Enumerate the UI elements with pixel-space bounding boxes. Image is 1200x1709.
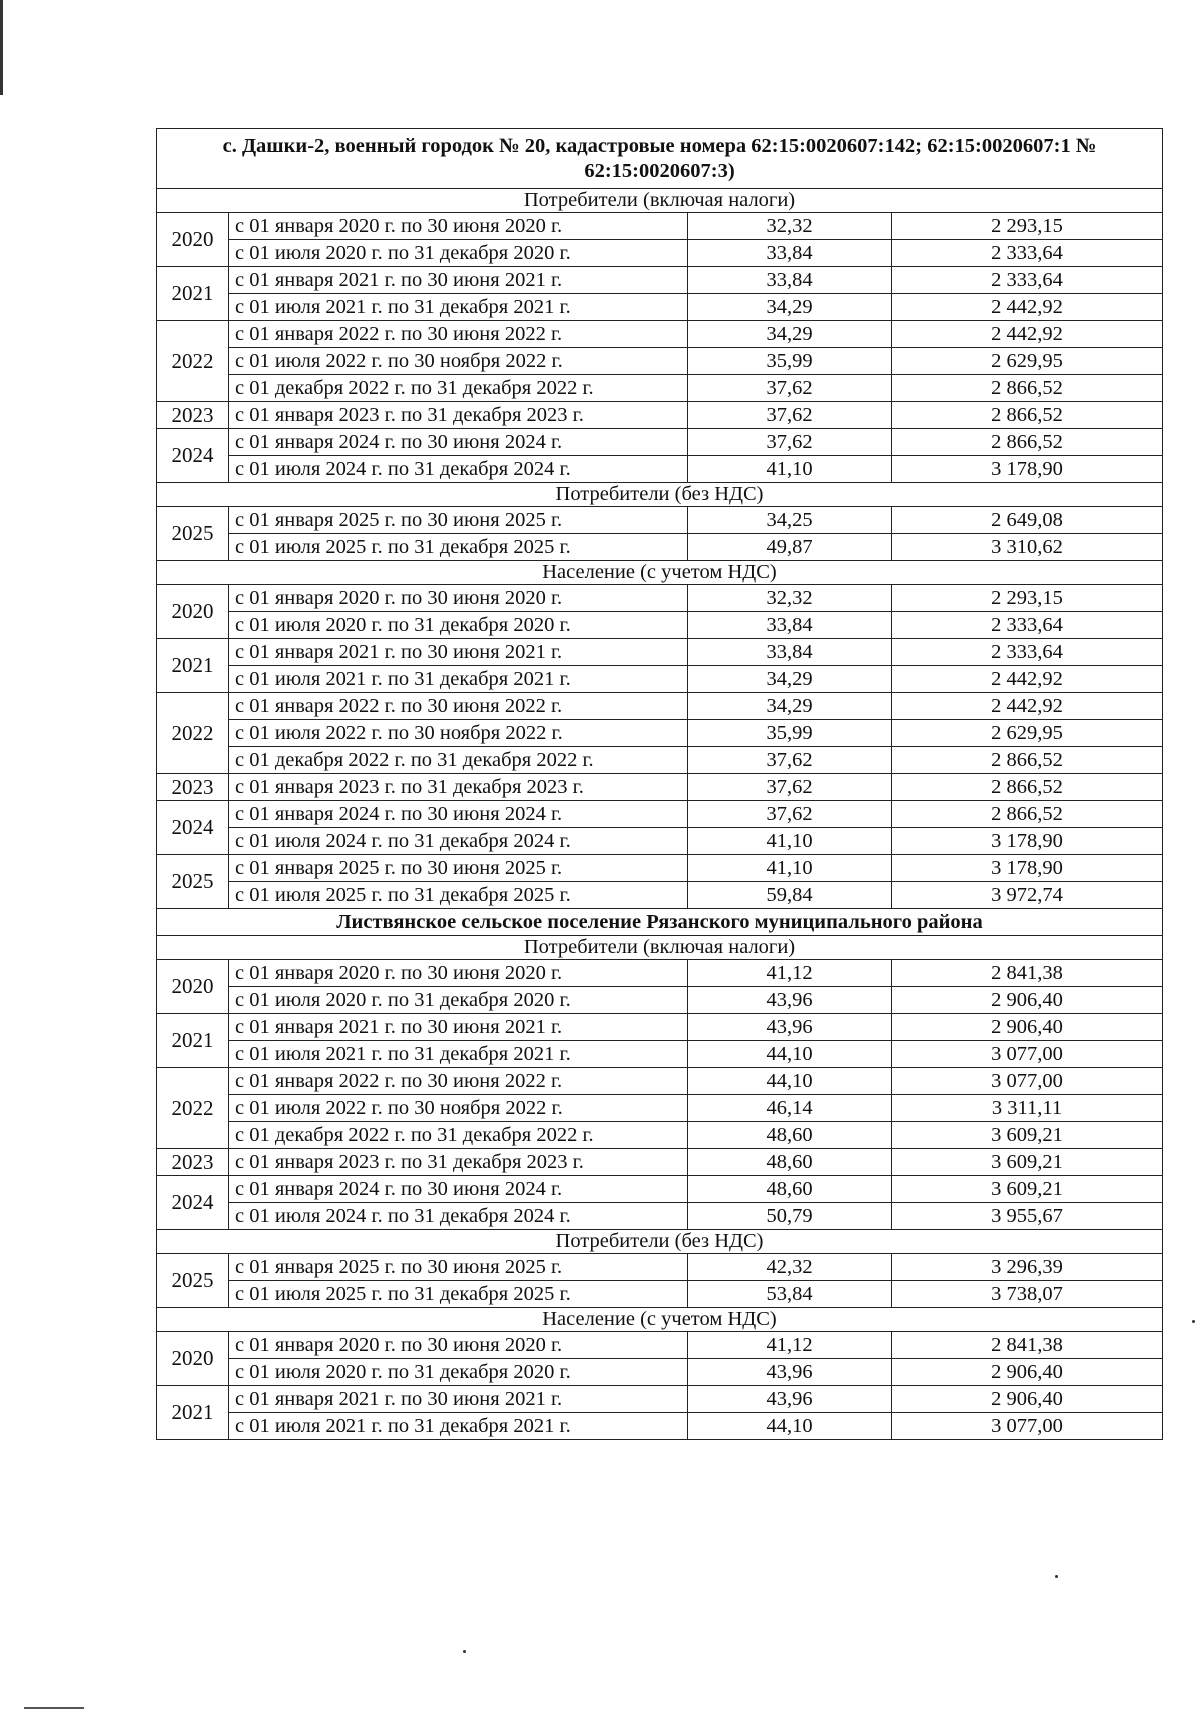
period-cell: с 01 января 2020 г. по 30 июня 2020 г. (229, 960, 688, 987)
rate2-cell: 2 906,40 (892, 1386, 1163, 1413)
table-row (157, 348, 1163, 375)
period-cell: с 01 июля 2020 г. по 31 декабря 2020 г. (229, 987, 688, 1014)
rate1-cell: 34,29 (688, 321, 892, 348)
table-row (157, 213, 1163, 240)
table-row (157, 1176, 1163, 1203)
rate2-cell: 2 906,40 (892, 1014, 1163, 1041)
rate1-cell: 53,84 (688, 1281, 892, 1308)
rate2-cell: 2 442,92 (892, 666, 1163, 693)
table-row (157, 639, 1163, 666)
year-cell: 2021 (157, 1386, 229, 1440)
year-cell: 2020 (157, 585, 229, 639)
period-cell: с 01 июля 2025 г. по 31 декабря 2025 г. (229, 534, 688, 561)
tariff-table (156, 128, 1163, 1440)
rate1-cell: 50,79 (688, 1203, 892, 1230)
section-header-row (157, 1230, 1163, 1254)
location-header-row (157, 129, 1163, 189)
rate2-cell: 3 972,74 (892, 882, 1163, 909)
table-row (157, 987, 1163, 1014)
year-cell: 2023 (157, 1149, 229, 1176)
period-cell: с 01 июля 2024 г. по 31 декабря 2024 г. (229, 456, 688, 483)
period-cell: с 01 июля 2020 г. по 31 декабря 2020 г. (229, 1359, 688, 1386)
table-row (157, 801, 1163, 828)
period-cell: с 01 января 2022 г. по 30 июня 2022 г. (229, 693, 688, 720)
table-row (157, 747, 1163, 774)
section-header-row (157, 1308, 1163, 1332)
table-row (157, 1122, 1163, 1149)
rate2-cell: 2 442,92 (892, 693, 1163, 720)
rate1-cell: 37,62 (688, 402, 892, 429)
scan-speck (1055, 1575, 1058, 1578)
period-cell: с 01 января 2025 г. по 30 июня 2025 г. (229, 1254, 688, 1281)
rate2-cell: 3 077,00 (892, 1413, 1163, 1440)
year-cell: 2021 (157, 1014, 229, 1068)
period-cell: с 01 июля 2025 г. по 31 декабря 2025 г. (229, 1281, 688, 1308)
period-cell: с 01 января 2024 г. по 30 июня 2024 г. (229, 1176, 688, 1203)
rate1-cell: 33,84 (688, 240, 892, 267)
period-cell: с 01 июля 2024 г. по 31 декабря 2024 г. (229, 1203, 688, 1230)
period-cell: с 01 декабря 2022 г. по 31 декабря 2022 г. (229, 375, 688, 402)
rate2-cell: 2 333,64 (892, 639, 1163, 666)
rate2-cell: 3 077,00 (892, 1041, 1163, 1068)
rate1-cell: 41,10 (688, 456, 892, 483)
table-row (157, 1386, 1163, 1413)
rate1-cell: 35,99 (688, 720, 892, 747)
year-cell: 2020 (157, 213, 229, 267)
table-row (157, 1203, 1163, 1230)
year-cell: 2022 (157, 693, 229, 774)
rate2-cell: 3 609,21 (892, 1176, 1163, 1203)
rate1-cell: 34,29 (688, 294, 892, 321)
rate1-cell: 37,62 (688, 747, 892, 774)
rate2-cell: 2 866,52 (892, 429, 1163, 456)
rate1-cell: 59,84 (688, 882, 892, 909)
year-cell: 2022 (157, 321, 229, 402)
year-cell: 2022 (157, 1068, 229, 1149)
scan-speck (1192, 1320, 1195, 1323)
rate1-cell: 44,10 (688, 1041, 892, 1068)
table-row (157, 240, 1163, 267)
table-row (157, 882, 1163, 909)
rate1-cell: 41,12 (688, 960, 892, 987)
rate2-cell: 2 333,64 (892, 612, 1163, 639)
rate1-cell: 43,96 (688, 1386, 892, 1413)
rate1-cell: 48,60 (688, 1122, 892, 1149)
period-cell: с 01 января 2020 г. по 30 июня 2020 г. (229, 585, 688, 612)
period-cell: с 01 января 2025 г. по 30 июня 2025 г. (229, 507, 688, 534)
section-header: Население (с учетом НДС) (157, 561, 1163, 585)
table-row (157, 612, 1163, 639)
section-header-row (157, 189, 1163, 213)
section-header: Потребители (включая налоги) (157, 189, 1163, 213)
table-row (157, 1359, 1163, 1386)
year-cell: 2021 (157, 267, 229, 321)
rate2-cell: 3 077,00 (892, 1068, 1163, 1095)
rate2-cell: 2 629,95 (892, 720, 1163, 747)
year-cell: 2024 (157, 801, 229, 855)
table-row (157, 774, 1163, 801)
location-header-row (157, 909, 1163, 936)
period-cell: с 01 июля 2022 г. по 30 ноября 2022 г. (229, 1095, 688, 1122)
rate1-cell: 42,32 (688, 1254, 892, 1281)
year-cell: 2025 (157, 1254, 229, 1308)
table-row (157, 1254, 1163, 1281)
rate1-cell: 41,10 (688, 828, 892, 855)
period-cell: с 01 января 2022 г. по 30 июня 2022 г. (229, 321, 688, 348)
rate1-cell: 44,10 (688, 1068, 892, 1095)
rate2-cell: 2 906,40 (892, 1359, 1163, 1386)
section-header-row (157, 483, 1163, 507)
period-cell: с 01 июля 2022 г. по 30 ноября 2022 г. (229, 720, 688, 747)
table-row (157, 429, 1163, 456)
period-cell: с 01 января 2022 г. по 30 июня 2022 г. (229, 1068, 688, 1095)
period-cell: с 01 января 2024 г. по 30 июня 2024 г. (229, 801, 688, 828)
period-cell: с 01 января 2020 г. по 30 июня 2020 г. (229, 213, 688, 240)
period-cell: с 01 июля 2021 г. по 31 декабря 2021 г. (229, 294, 688, 321)
rate1-cell: 43,96 (688, 1014, 892, 1041)
rate2-cell: 3 296,39 (892, 1254, 1163, 1281)
section-header-row (157, 936, 1163, 960)
rate1-cell: 48,60 (688, 1149, 892, 1176)
rate1-cell: 37,62 (688, 774, 892, 801)
period-cell: с 01 января 2023 г. по 31 декабря 2023 г. (229, 402, 688, 429)
rate2-cell: 3 178,90 (892, 828, 1163, 855)
table-row (157, 534, 1163, 561)
rate2-cell: 2 841,38 (892, 960, 1163, 987)
period-cell: с 01 июля 2025 г. по 31 декабря 2025 г. (229, 882, 688, 909)
rate2-cell: 3 311,11 (892, 1095, 1163, 1122)
rate2-cell: 2 649,08 (892, 507, 1163, 534)
rate2-cell: 3 609,21 (892, 1149, 1163, 1176)
rate2-cell: 3 178,90 (892, 855, 1163, 882)
rate2-cell: 2 333,64 (892, 267, 1163, 294)
rate1-cell: 46,14 (688, 1095, 892, 1122)
rate1-cell: 32,32 (688, 213, 892, 240)
rate2-cell: 2 866,52 (892, 801, 1163, 828)
rate2-cell: 2 866,52 (892, 774, 1163, 801)
period-cell: с 01 января 2020 г. по 30 июня 2020 г. (229, 1332, 688, 1359)
year-cell: 2024 (157, 429, 229, 483)
rate2-cell: 2 629,95 (892, 348, 1163, 375)
rate2-cell: 2 841,38 (892, 1332, 1163, 1359)
rate1-cell: 41,12 (688, 1332, 892, 1359)
table-row (157, 1413, 1163, 1440)
period-cell: с 01 июля 2020 г. по 31 декабря 2020 г. (229, 612, 688, 639)
period-cell: с 01 июля 2021 г. по 31 декабря 2021 г. (229, 1041, 688, 1068)
table-row (157, 375, 1163, 402)
table-row (157, 828, 1163, 855)
rate1-cell: 41,10 (688, 855, 892, 882)
section-header: Потребители (без НДС) (157, 1230, 1163, 1254)
table-row (157, 1068, 1163, 1095)
scan-speck (463, 1650, 466, 1653)
rate2-cell: 3 955,67 (892, 1203, 1163, 1230)
period-cell: с 01 июля 2021 г. по 31 декабря 2021 г. (229, 1413, 688, 1440)
page-edge-mark (0, 0, 3, 95)
table-row (157, 1149, 1163, 1176)
rate2-cell: 2 442,92 (892, 321, 1163, 348)
location-title: с. Дашки-2, военный городок № 20, кадастровые номера 62:15:0020607:142; 62:15:0020607:1 № 62:15:0020607:3) (157, 129, 1163, 189)
rate2-cell: 3 178,90 (892, 456, 1163, 483)
period-cell: с 01 июля 2022 г. по 30 ноября 2022 г. (229, 348, 688, 375)
table-row (157, 1332, 1163, 1359)
year-cell: 2025 (157, 507, 229, 561)
section-header: Потребители (без НДС) (157, 483, 1163, 507)
table-row (157, 960, 1163, 987)
table-row (157, 507, 1163, 534)
rate1-cell: 34,29 (688, 666, 892, 693)
table-row (157, 1095, 1163, 1122)
rate2-cell: 2 442,92 (892, 294, 1163, 321)
rate1-cell: 48,60 (688, 1176, 892, 1203)
section-header: Потребители (включая налоги) (157, 936, 1163, 960)
rate1-cell: 37,62 (688, 429, 892, 456)
year-cell: 2021 (157, 639, 229, 693)
rate2-cell: 3 609,21 (892, 1122, 1163, 1149)
rate1-cell: 43,96 (688, 1359, 892, 1386)
period-cell: с 01 января 2021 г. по 30 июня 2021 г. (229, 1014, 688, 1041)
table-row (157, 456, 1163, 483)
rate2-cell: 3 310,62 (892, 534, 1163, 561)
year-cell: 2023 (157, 774, 229, 801)
tariff-table-body (157, 129, 1163, 1440)
year-cell: 2020 (157, 1332, 229, 1386)
table-row (157, 1281, 1163, 1308)
period-cell: с 01 декабря 2022 г. по 31 декабря 2022 г. (229, 1122, 688, 1149)
period-cell: с 01 января 2025 г. по 30 июня 2025 г. (229, 855, 688, 882)
rate1-cell: 37,62 (688, 801, 892, 828)
period-cell: с 01 июля 2020 г. по 31 декабря 2020 г. (229, 240, 688, 267)
period-cell: с 01 января 2021 г. по 30 июня 2021 г. (229, 639, 688, 666)
table-row (157, 267, 1163, 294)
table-row (157, 321, 1163, 348)
year-cell: 2023 (157, 402, 229, 429)
table-row (157, 693, 1163, 720)
period-cell: с 01 января 2023 г. по 31 декабря 2023 г. (229, 774, 688, 801)
rate1-cell: 33,84 (688, 639, 892, 666)
table-row (157, 1014, 1163, 1041)
rate2-cell: 2 866,52 (892, 747, 1163, 774)
year-cell: 2024 (157, 1176, 229, 1230)
period-cell: с 01 января 2021 г. по 30 июня 2021 г. (229, 267, 688, 294)
table-row (157, 666, 1163, 693)
rate2-cell: 3 738,07 (892, 1281, 1163, 1308)
period-cell: с 01 июля 2021 г. по 31 декабря 2021 г. (229, 666, 688, 693)
table-row (157, 720, 1163, 747)
rate2-cell: 2 293,15 (892, 585, 1163, 612)
period-cell: с 01 июля 2024 г. по 31 декабря 2024 г. (229, 828, 688, 855)
rate1-cell: 49,87 (688, 534, 892, 561)
period-cell: с 01 января 2023 г. по 31 декабря 2023 г. (229, 1149, 688, 1176)
period-cell: с 01 января 2024 г. по 30 июня 2024 г. (229, 429, 688, 456)
rate1-cell: 34,25 (688, 507, 892, 534)
location-title: Листвянское сельское поселение Рязанского муниципального района (157, 909, 1163, 936)
rate1-cell: 33,84 (688, 267, 892, 294)
year-cell: 2020 (157, 960, 229, 1014)
period-cell: с 01 января 2021 г. по 30 июня 2021 г. (229, 1386, 688, 1413)
rate2-cell: 2 906,40 (892, 987, 1163, 1014)
section-header: Население (с учетом НДС) (157, 1308, 1163, 1332)
rate2-cell: 2 293,15 (892, 213, 1163, 240)
rate1-cell: 44,10 (688, 1413, 892, 1440)
rate1-cell: 37,62 (688, 375, 892, 402)
section-header-row (157, 561, 1163, 585)
rate1-cell: 32,32 (688, 585, 892, 612)
table-row (157, 402, 1163, 429)
table-row (157, 855, 1163, 882)
rate1-cell: 35,99 (688, 348, 892, 375)
table-row (157, 1041, 1163, 1068)
rate1-cell: 34,29 (688, 693, 892, 720)
rate2-cell: 2 333,64 (892, 240, 1163, 267)
table-row (157, 294, 1163, 321)
table-row (157, 585, 1163, 612)
period-cell: с 01 декабря 2022 г. по 31 декабря 2022 г. (229, 747, 688, 774)
rate1-cell: 43,96 (688, 987, 892, 1014)
rate2-cell: 2 866,52 (892, 402, 1163, 429)
year-cell: 2025 (157, 855, 229, 909)
rate1-cell: 33,84 (688, 612, 892, 639)
rate2-cell: 2 866,52 (892, 375, 1163, 402)
